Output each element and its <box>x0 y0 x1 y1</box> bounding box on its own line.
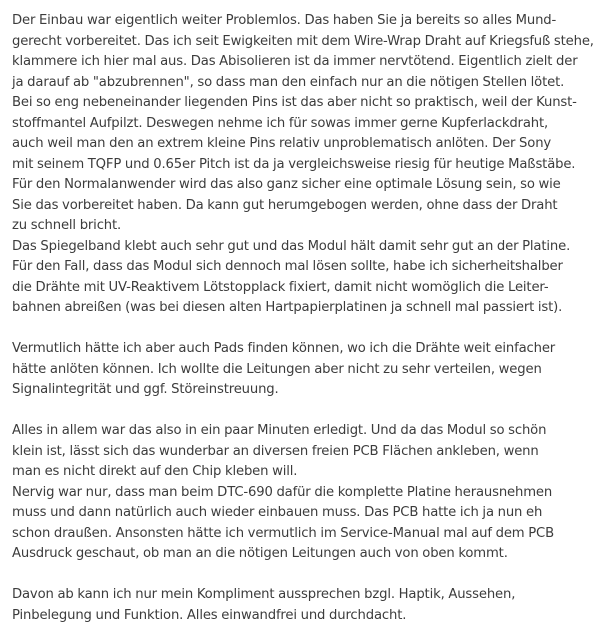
text-line: Ausdruck geschaut, ob man an die nötigen Leitungen auch von oben kommt. <box>12 544 598 565</box>
text-line: die Drähte mit UV-Reaktivem Lötstopplack fixiert, damit nicht womöglich die Leiter- <box>12 278 598 299</box>
paragraph-gap <box>12 401 598 422</box>
text-line: auch weil man den an extrem kleine Pins relativ unproblematisch anlöten. Der Sony <box>12 134 598 155</box>
text-line: hätte anlöten können. Ich wollte die Leitungen aber nicht zu sehr verteilen, wegen <box>12 360 598 381</box>
paragraph-summary <box>12 421 598 565</box>
text-line: muss und dann natürlich auch wieder einbauen muss. Das PCB hatte ich ja nun eh <box>12 503 598 524</box>
text-line: Bei so eng nebeneinander liegenden Pins ist das aber nicht so praktisch, weil der Kunst- <box>12 93 598 114</box>
text-line: schon draußen. Ansonsten hätte ich vermutlich im Service-Manual mal auf dem PCB <box>12 524 598 545</box>
text-line: Sie das vorbereitet haben. Da kann gut herumgebogen werden, ohne dass der Draht <box>12 196 598 217</box>
text-line: Für den Fall, dass das Modul sich dennoch mal lösen sollte, habe ich sicherheitshalber <box>12 257 598 278</box>
text-line: ja darauf ab "abzubrennen", so dass man den einfach nur an die nötigen Stellen lötet. <box>12 73 598 94</box>
text-line: klein ist, lässt sich das wunderbar an diversen freien PCB Flächen ankleben, wenn <box>12 442 598 463</box>
text-line: Nervig war nur, dass man beim DTC-690 dafür die komplette Platine herausnehmen <box>12 483 598 504</box>
text-line: gerecht vorbereitet. Das ich seit Ewigkeiten mit dem Wire-Wrap Draht auf Kriegsfuß stehe, <box>12 32 598 53</box>
paragraph-pads <box>12 339 598 401</box>
text-line: Davon ab kann ich nur mein Kompliment aussprechen bzgl. Haptik, Aussehen, <box>12 585 598 606</box>
text-line: Pinbelegung und Funktion. Alles einwandfrei und durchdacht. <box>12 606 598 626</box>
text-line: Der Einbau war eigentlich weiter Problemlos. Das haben Sie ja bereits so alles Mund- <box>12 11 598 32</box>
text-line: bahnen abreißen (was bei diesen alten Hartpapierplatinen ja schnell mal passiert ist). <box>12 298 598 319</box>
paragraph-conclusion <box>12 585 598 626</box>
paragraph-gap <box>12 319 598 340</box>
text-line: man es nicht direkt auf den Chip kleben will. <box>12 462 598 483</box>
text-line: Das Spiegelband klebt auch sehr gut und das Modul hält damit sehr gut an der Platine. <box>12 237 598 258</box>
text-line: zu schnell bricht. <box>12 216 598 237</box>
review-text <box>12 11 598 626</box>
text-line: mit seinem TQFP und 0.65er Pitch ist da ja vergleichsweise riesig für heutige Maßstäbe. <box>12 155 598 176</box>
paragraph-gap <box>12 565 598 586</box>
text-line: Vermutlich hätte ich aber auch Pads finden können, wo ich die Drähte weit einfacher <box>12 339 598 360</box>
text-line: Für den Normalanwender wird das also ganz sicher eine optimale Lösung sein, so wie <box>12 175 598 196</box>
text-line: stoffmantel Aufpilzt. Deswegen nehme ich für sowas immer gerne Kupferlackdraht, <box>12 114 598 135</box>
paragraph-installation <box>12 11 598 319</box>
text-line: Signalintegrität und ggf. Störeinstreuung. <box>12 380 598 401</box>
text-line: Alles in allem war das also in ein paar Minuten erledigt. Und da das Modul so schön <box>12 421 598 442</box>
text-line: klammere ich hier mal aus. Das Abisolieren ist da immer nervtötend. Eigentlich zielt der <box>12 52 598 73</box>
